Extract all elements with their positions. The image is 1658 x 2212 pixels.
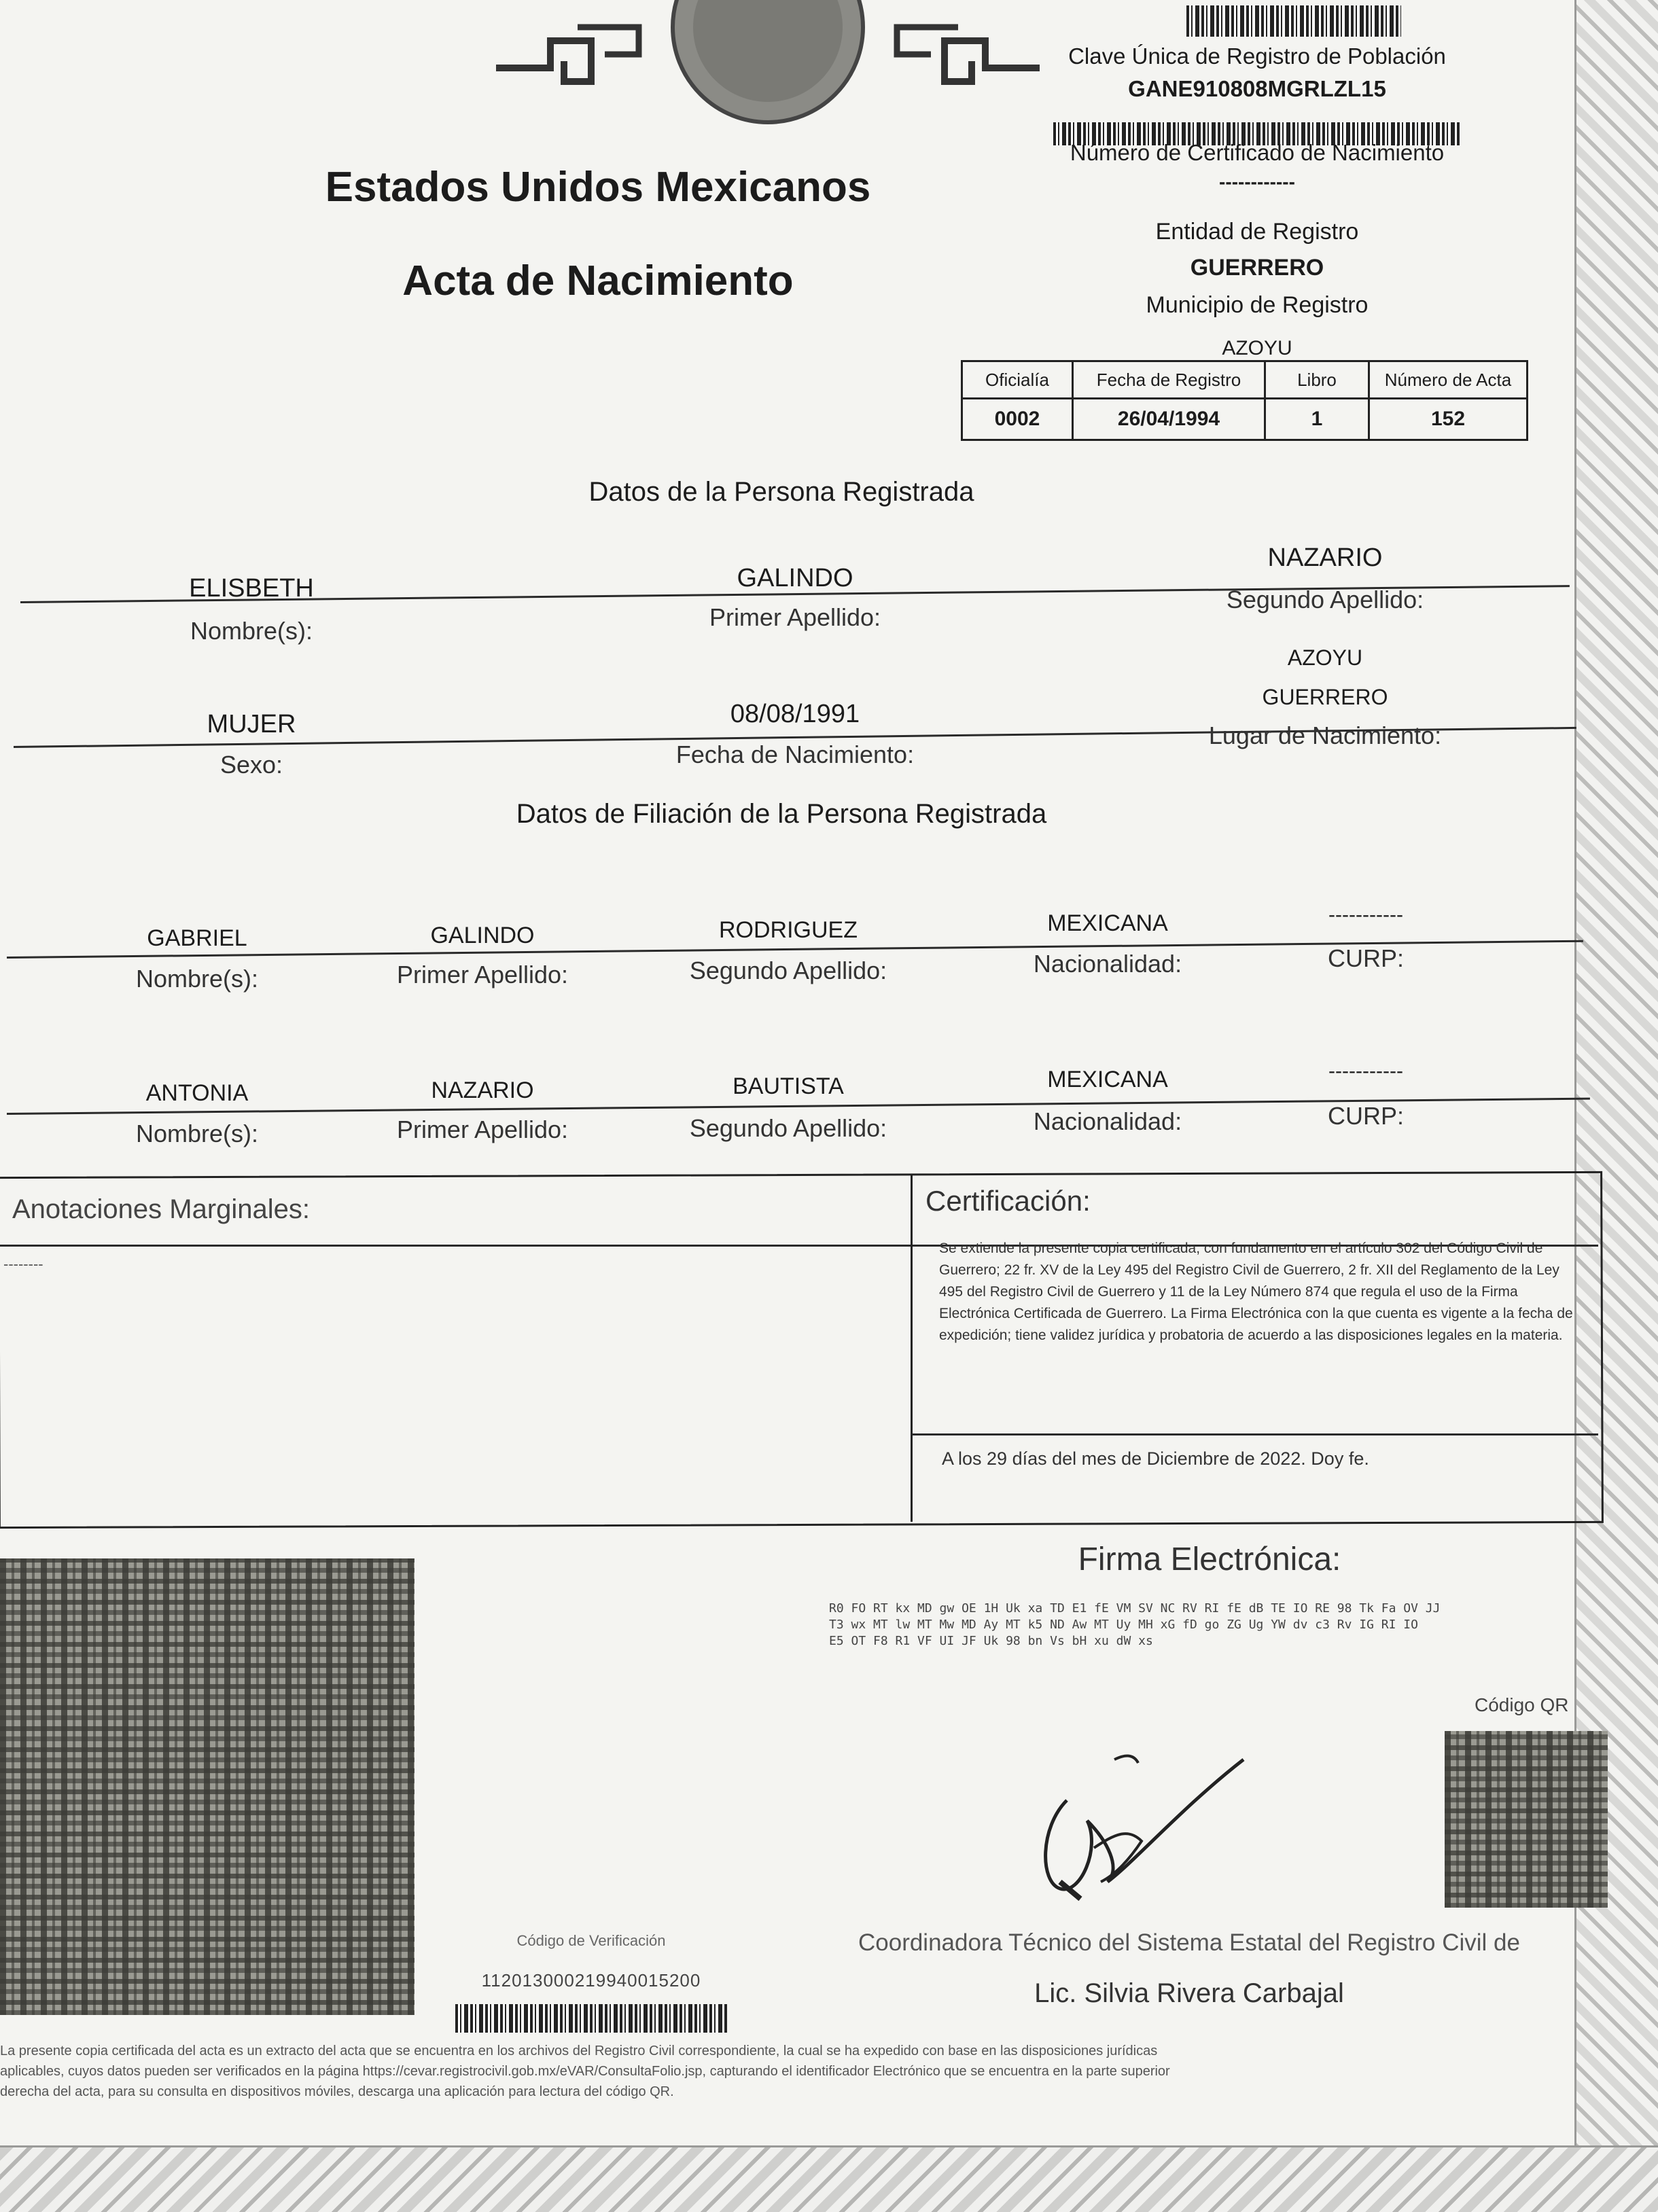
parent1-second-surname-label: Segundo Apellido: <box>689 957 887 984</box>
person-section-title: Datos de la Persona Registrada <box>588 477 974 507</box>
qr-code-label: Código QR <box>1475 1694 1569 1715</box>
signature-hash-line: R0 FO RT kx MD gw OE 1H Uk xa TD E1 fE VM SV NC RV RI fE dB TE IO RE 98 Tk Fa OV JJ <box>829 1601 1441 1616</box>
table-header-cell: Fecha de Registro <box>1073 361 1265 399</box>
parent2-second-surname-value: BAUTISTA <box>733 1073 844 1099</box>
person-name-label: Nombre(s): <box>190 617 313 645</box>
electronic-signature-title: Firma Electrónica: <box>1078 1541 1341 1577</box>
verification-code: 112013000219940015200 <box>481 1970 701 1991</box>
birth-place-state: GUERRERO <box>1262 685 1388 709</box>
signature-hash <box>829 1601 1509 1649</box>
table-cell-fecha-registro: 26/04/1994 <box>1073 399 1265 440</box>
entity-value: GUERRERO <box>1190 255 1324 281</box>
municipality-label: Municipio de Registro <box>1146 292 1369 318</box>
table-cell-libro: 1 <box>1265 399 1369 440</box>
certificate-number-label: Número de Certificado de Nacimiento <box>1070 140 1445 165</box>
verification-label: Código de Verificación <box>516 1932 666 1949</box>
registry-table <box>961 360 1528 441</box>
person-birth-place-label: Lugar de Nacimiento: <box>1208 721 1442 749</box>
table-cell-numero-acta: 152 <box>1369 399 1528 440</box>
handwritten-signature <box>1026 1746 1284 1916</box>
parent1-first-surname-label: Primer Apellido: <box>396 961 569 988</box>
person-name-value: ELISBETH <box>189 574 314 603</box>
footer-line: derecha del acta, para su consulta en dispositivos móviles, descarga una aplicación para lectura del código QR. <box>0 2084 674 2099</box>
parent1-name-label: Nombre(s): <box>135 965 259 993</box>
footer-line: La presente copia certificada del acta es un extracto del acta que se encuentra en los archivos del Registro Civil correspondiente, la cual se ha expedido con base en las disposiciones jurídicas <box>0 2044 1158 2058</box>
parent1-second-surname-value: RODRIGUEZ <box>719 917 858 943</box>
verification-qr-code <box>0 1558 414 2015</box>
person-first-surname-value: GALINDO <box>737 564 853 592</box>
certification-date-line: A los 29 días del mes de Diciembre de 2022. Doy fe. <box>942 1448 1369 1469</box>
person-second-surname-value: NAZARIO <box>1267 543 1383 572</box>
signer-name: Lic. Silvia Rivera Carbajal <box>1034 1978 1344 2008</box>
national-seal-emblem <box>476 0 1060 129</box>
parent1-nationality-value: MEXICANA <box>1047 910 1168 936</box>
certification-text: Se extiende la presente copia certificada, con fundamento en el artículo 302 del Código Civil de Guerrero; 22 fr. XV de la Ley 495 del Registro Civil de Guerrero, 2 fr. XII del Reglamento de la Ley 495 del Registro Civil de Guerrero y 11 de la Ley Número 874 que regula el uso de la Firma Electrónica Certificada de Guerrero. La Firma Electrónica con la que cuenta es vigente a la fecha de expedición; tiene validez jurídica y probatoria de acuerdo a las disposiciones legales en la materia. <box>939 1241 1573 1343</box>
parent2-first-surname-value: NAZARIO <box>431 1077 534 1103</box>
birth-place-municipality: AZOYU <box>1287 645 1363 670</box>
decorative-bottom-border <box>0 2145 1658 2212</box>
curp-barcode <box>1186 5 1401 37</box>
footer-legal-text <box>0 2041 1604 2102</box>
signature-hash-line: E5 OT F8 R1 VF UI JF Uk 98 bn Vs bH xu dW xs <box>829 1634 1153 1648</box>
parent2-curp-label: CURP: <box>1327 1102 1404 1130</box>
parent2-nationality-label: Nacionalidad: <box>1033 1107 1182 1135</box>
person-birth-date-value: 08/08/1991 <box>730 700 860 728</box>
parent2-name-value: ANTONIA <box>145 1080 249 1106</box>
annotations-content: -------- <box>3 1255 43 1272</box>
table-cell-oficialia: 0002 <box>962 399 1073 440</box>
divider <box>911 1175 913 1522</box>
verification-barcode <box>455 2004 727 2033</box>
table-header-cell: Número de Acta <box>1369 361 1528 399</box>
person-sex-label: Sexo: <box>219 751 283 779</box>
person-sex-value: MUJER <box>207 710 296 738</box>
certification-title: Certificación: <box>925 1185 1091 1217</box>
country-title: Estados Unidos Mexicanos <box>325 164 871 211</box>
parent1-curp-value: ----------- <box>1328 904 1403 926</box>
parent2-second-surname-label: Segundo Apellido: <box>689 1114 887 1142</box>
entity-label: Entidad de Registro <box>1155 219 1359 245</box>
curp-label: Clave Única de Registro de Población <box>1068 43 1446 69</box>
certificate-number-value: ------------ <box>1219 171 1295 192</box>
parent1-name-value: GABRIEL <box>147 925 247 951</box>
person-birth-date-label: Fecha de Nacimiento: <box>675 741 915 768</box>
annotations-title: Anotaciones Marginales: <box>12 1194 311 1224</box>
parent2-nationality-value: MEXICANA <box>1047 1067 1168 1092</box>
parent2-name-label: Nombre(s): <box>135 1120 259 1147</box>
person-second-surname-label: Segundo Apellido: <box>1226 586 1424 613</box>
parent2-curp-value: ----------- <box>1328 1060 1403 1082</box>
person-first-surname-label: Primer Apellido: <box>709 603 881 631</box>
divider <box>912 1433 1598 1435</box>
table-header-cell: Oficialía <box>962 361 1073 399</box>
parent1-nationality-label: Nacionalidad: <box>1033 950 1182 978</box>
curp-value: GANE910808MGRLZL15 <box>1128 76 1386 101</box>
signature-hash-line: T3 wx MT lw MT Mw MD Ay MT k5 ND Aw MT Uy MH xG fD go ZG Ug YW dv c3 Rv IG RI IO <box>829 1618 1418 1632</box>
parent1-first-surname-value: GALINDO <box>430 923 535 948</box>
qr-code <box>1445 1731 1608 1908</box>
table-header-cell: Libro <box>1265 361 1369 399</box>
document-title: Acta de Nacimiento <box>402 257 794 304</box>
municipality-value: AZOYU <box>1222 337 1292 359</box>
parent1-curp-label: CURP: <box>1327 944 1404 972</box>
footer-line: aplicables, cuyos datos pueden ser verificados en la página https://cevar.registrocivil.gob.mx/eVAR/ConsultaFolio.jsp, capturando el identificador Electrónico que se encuentra en la parte superior <box>0 2064 1170 2079</box>
signer-role: Coordinadora Técnico del Sistema Estatal del Registro Civil de <box>858 1929 1520 1956</box>
filiation-section-title: Datos de Filiación de la Persona Registrada <box>516 799 1047 829</box>
parent2-first-surname-label: Primer Apellido: <box>396 1116 569 1143</box>
